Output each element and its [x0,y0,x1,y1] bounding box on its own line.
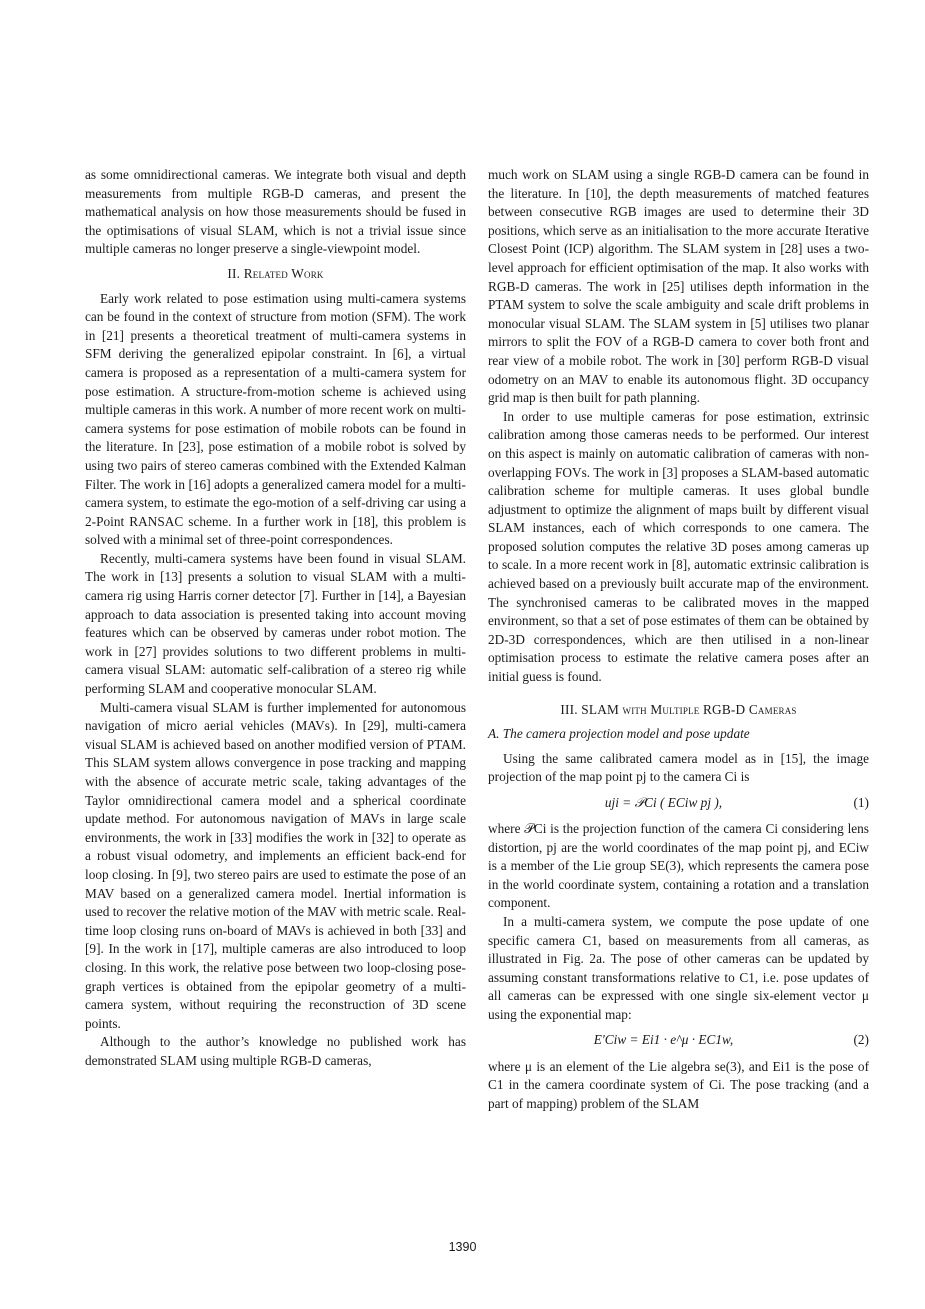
projection-explanation-paragraph: where 𝒫Ci is the projection function of the camera Ci considering lens distortion, pj are the world coordinates of the map point pj, and ECiw is a member of the Lie group SE(3), which represents the camera pose in the world coordinate system, containing a rotation and a translation component. [488,821,869,911]
projection-paragraph: Using the same calibrated camera model as in [15], the image projection of the map point pj to the camera Ci is [488,750,869,785]
calibration-paragraph: In order to use multiple cameras for pose estimation, extrinsic calibration among those cameras needs to be performed. Our interest on this aspect is mainly on automatic calibration of cameras with non-overlapping FOVs. The work in [3] proposes a SLAM-based automatic calibration scheme for multiple cameras. It uses global bundle adjustment to optimize the alignment of maps built by different visual SLAM instances, each of which corresponds to one camera. The proposed solution computes the relative 3D poses among cameras up to scale. In a more recent work in [8], automatic extrinsic calibration is achieved based on a previously built accurate map of the environment. The synchronised cameras to be calibrated moves in the mapped environment, so that a set of pose estimates of them can be obtained by 2D-3D correspondences, which are then utilised in a non-linear optimisation process to estimate the relative camera poses after an initial guess is found. [488,408,869,685]
equation-2-number: (2) [853,1032,869,1048]
rgbd-slam-paragraph: much work on SLAM using a single RGB-D camera can be found in the literature. In [10], the depth measurements of matched features between consecutive RGB images are used to determine their 3D positions, which serve as an initialisation to the more accurate Iterative Closest Point (ICP) algorithm. The SLAM system in [28] uses a two-level approach for efficient optimisation of the map. It also works with RGB-D cameras. The work in [25] utilises depth information in the PTAM system to solve the scale ambiguity and scale drift problems in monocular visual SLAM. The SLAM system in [5] utilises two planar mirrors to split the FOV of a RGB-D camera to cover both front and rear view of a mobile robot. The work in [30] perform RGB-D visual odometry on an MAV to enable its autonomous flight. 3D occupancy grid map is then built for path planning. [488,167,869,406]
equation-1-body: uji = 𝒫Ci ( ECiw pj ), [604,794,723,810]
equation-2 [488,1030,869,1052]
right-column [488,166,869,1113]
lie-algebra-paragraph: where μ is an element of the Lie algebra se(3), and Ei1 is the pose of C1 in the camera coordinate system of Ci. The pose tracking (and a part of mapping) problem of the SLAM [488,1058,869,1111]
left-column [85,166,466,1071]
related-work-paragraph-3: Multi-camera visual SLAM is further implemented for autonomous navigation of micro aerial vehicles (MAVs). In [29], multi-camera visual SLAM is achieved based on another modified version of PTAM. This SLAM system allows convergence in pose tracking and mapping with the absence of accurate metric scale, taking advantages of the Taylor omnidirectional camera model and a spherical coordinate update method. For autonomous navigation of MAVs in large scale environments, the work in [33] modifies the work in [32] to operate as a robust visual odometry, and implements an efficient back-end for loop closing. In [9], two stereo pairs are used to estimate the pose of an MAV based on a generalized camera model. Inertial information is used to recover the relative motion of the MAV with metric scale. Real-time loop closing runs on-board of MAVs is achieved in both [33] and [9]. In the work in [17], multiple cameras are also introduced to loop closing. In this work, the relative pose between two loop-closing pose-graph vertices is obtained from the epipolar geometry of a multi-camera system, without requiring the reconstruction of 3D scene points. [85,699,466,1031]
section-3-heading: III. SLAM with Multiple RGB-D Cameras [560,701,797,717]
related-work-paragraph-2: Recently, multi-camera systems have been found in visual SLAM. The work in [13] presents a solution to visual SLAM with a multi-camera rig using Harris corner detector [7]. Further in [14], a Bayesian approach to data association is presented taking into account moving features which can be observed by cameras under robot motion. The work in [27] provides solutions to two different problems in multi-camera visual SLAM: automatic self-calibration of a stereo rig while performing SLAM and cooperative monocular SLAM. [85,550,466,697]
related-work-paragraph-4: Although to the author’s knowledge no published work has demonstrated SLAM using multiple RGB-D cameras, [85,1034,466,1068]
equation-2-body: E′Ciw = Ei1 · e^μ · EC1w, [593,1032,734,1048]
section-2-heading: II. Related Work [227,265,324,281]
page-number: 1390 [448,1240,477,1254]
intro-paragraph: as some omnidirectional cameras. We integrate both visual and depth measurements from multiple RGB-D cameras, and present the mathematical analysis on how those measurements should be fused in the optimisations of visual SLAM, which is not a trivial issue since multiple cameras no longer preserve a single-viewpoint model. [85,167,466,257]
related-work-paragraph-1: Early work related to pose estimation using multi-camera systems can be found in the context of structure from motion (SFM). The work in [21] presents a theoretical treatment of multi-camera systems in SFM deriving the generalized epipolar constraint. In [6], a virtual camera is proposed as a representation of a multi-camera system for pose estimation. A structure-from-motion scheme is achieved using multiple cameras in this work. A number of more recent work on multi-camera systems for pose estimation of mobile robots can be found in the literature. In [23], pose estimation of a mobile robot is solved by using two pairs of stereo cameras combined with the Extended Kalman Filter. The work in [16] adopts a generalized camera model for a multi-camera system, to estimate the ego-motion of a self-driving car using a 2-Point RANSAC scheme. In a further work in [18], this problem is solved with a minimal set of three-point correspondences. [85,290,466,548]
pose-update-paragraph: In a multi-camera system, we compute the pose update of one specific camera C1, based on measurements from all cameras, as illustrated in Fig. 2a. The pose of other cameras can be updated by assuming constant transformations relative to C1, i.e. pose updates of all cameras can be expressed with one single six-element vector μ using the exponential map: [488,913,869,1022]
equation-1 [488,792,869,814]
subsection-a-heading: A. The camera projection model and pose update [488,726,750,742]
equation-1-number: (1) [853,794,869,810]
